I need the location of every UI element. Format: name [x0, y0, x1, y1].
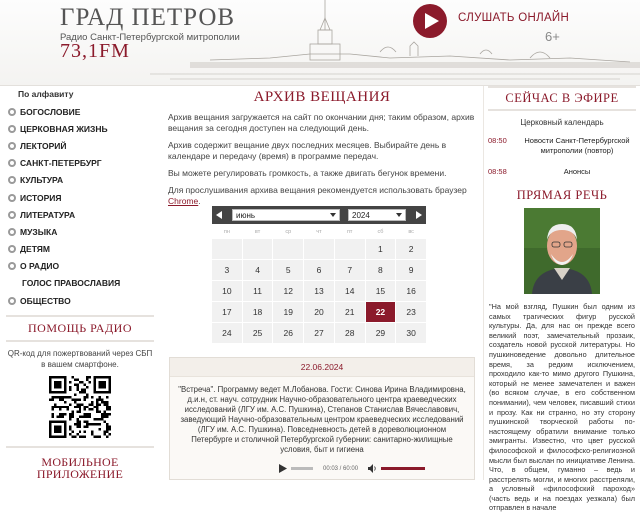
weekday-header: чт — [316, 229, 322, 235]
calendar-day[interactable]: 24 — [212, 323, 242, 343]
calendar-empty-cell — [243, 239, 273, 259]
weekday-header: пн — [223, 229, 230, 235]
weekday-header: вт — [254, 229, 261, 235]
right-sidebar — [483, 86, 640, 513]
chevron-right-icon — [416, 211, 422, 219]
schedule-item[interactable] — [484, 136, 640, 156]
bullet-icon — [8, 142, 16, 150]
calendar-day[interactable]: 6 — [304, 260, 334, 280]
divider — [6, 340, 154, 342]
weekday-header: пт — [346, 229, 353, 235]
site-header — [0, 0, 640, 86]
age-rating-badge: 6+ — [545, 29, 560, 44]
calendar-day[interactable]: 7 — [335, 260, 365, 280]
calendar-day[interactable]: 28 — [335, 323, 365, 343]
help-radio-title: ПОМОЩЬ РАДИО — [28, 321, 132, 336]
sidebar-item-voice-orthodoxy[interactable] — [6, 275, 154, 292]
sidebar-item-bogoslovie[interactable] — [6, 103, 154, 120]
calendar-day[interactable]: 25 — [243, 323, 273, 343]
bullet-icon — [8, 228, 16, 236]
calendar-day[interactable]: 12 — [273, 281, 303, 301]
calendar-day[interactable]: 21 — [335, 302, 365, 322]
weekday-header: сб — [377, 229, 384, 235]
category-list — [6, 103, 154, 309]
sidebar-item-about-radio[interactable] — [6, 258, 154, 275]
sidebar-item-label: ИСТОРИЯ — [20, 192, 62, 203]
sidebar-item-label: БОГОСЛОВИЕ — [20, 106, 81, 117]
schedule-time: 08:50 — [488, 136, 507, 145]
live-play-button[interactable] — [413, 4, 447, 38]
playback-time: 00:03 / 60:00 — [323, 465, 359, 472]
sidebar-item-children[interactable] — [6, 241, 154, 258]
sidebar-item-label: ЛИТЕРАТУРА — [20, 209, 76, 220]
schedule-title: Анонсы — [563, 167, 591, 176]
sidebar-item-saint-petersburg[interactable] — [6, 155, 154, 172]
bullet-icon — [8, 297, 16, 305]
seek-bar[interactable] — [291, 467, 313, 470]
sidebar-item-label: ДЕТЯМ — [20, 244, 50, 255]
archive-info-paragraph-3: Вы можете регулировать громкость, а также двигать бегунок времени. — [168, 168, 447, 178]
sidebar-item-label: МУЗЫКА — [20, 226, 58, 237]
divider — [6, 315, 154, 317]
sidebar-item-culture[interactable] — [6, 172, 154, 189]
calendar-day[interactable]: 18 — [243, 302, 273, 322]
sidebar-item-literature[interactable] — [6, 206, 154, 223]
site-subtitle: Радио Санкт-Петербургской митрополии — [60, 32, 240, 43]
listen-online-link[interactable]: СЛУШАТЬ ОНЛАЙН — [458, 12, 570, 24]
now-on-air-title: СЕЙЧАС В ЭФИРЕ — [505, 91, 619, 105]
calendar-day[interactable]: 5 — [273, 260, 303, 280]
calendar-day[interactable]: 17 — [212, 302, 242, 322]
bullet-icon — [8, 176, 16, 184]
archive-info-paragraph-1: Архив вещания загружается на сайт по окончании дня; таким образом, архив вещания за сегодня доступен на следующий день. — [168, 112, 475, 133]
calendar-day[interactable]: 9 — [396, 260, 426, 280]
program-description: "Встреча". Программу ведет М.Лобанова. Гости: Синова Ирина Владимировна, д.и.н, ст. науч. сотрудник Научно-образовательного центра краеведческих исследований (ЛГУ им. А.С. Пушкина), Степанов Станислав Вячеславович, заведующий Научно-образовательным центром краеведческих исследований (ЛГУ им. А.С. Пушкина). Повседневность детей в дореволюционном Петербурге и столичной Петербургской губернии: санитарно-жилищные условия, быт и гигиена — [178, 385, 466, 454]
browser-recommendation — [163, 185, 481, 207]
calendar-day[interactable]: 2 — [396, 239, 426, 259]
calendar-day[interactable]: 13 — [304, 281, 334, 301]
sidebar-item-history[interactable] — [6, 189, 154, 206]
mobile-app-title-line1: МОБИЛЬНОЕ — [41, 455, 119, 470]
calendar-day[interactable]: 11 — [243, 281, 273, 301]
main-content — [163, 86, 481, 480]
play-icon[interactable] — [278, 464, 287, 473]
divider — [6, 446, 154, 448]
direct-speech-title: ПРЯМАЯ РЕЧЬ — [516, 188, 608, 202]
sidebar-item-label: О РАДИО — [20, 261, 60, 272]
calendar-empty-cell — [212, 239, 242, 259]
browser-note-text: Для прослушивания архива вещания рекомендуется использовать браузер — [168, 185, 467, 195]
radio-frequency: 73,1FM — [60, 40, 130, 62]
sidebar-item-label: ЛЕКТОРИЙ — [20, 140, 67, 151]
qr-description: QR-код для пожертвований через СБП в вашем смартфоне. — [7, 349, 153, 370]
chrome-link[interactable]: Chrome — [168, 196, 199, 206]
bullet-icon — [8, 211, 16, 219]
chevron-down-icon — [330, 213, 336, 217]
bullet-icon — [8, 125, 16, 133]
sidebar-item-society[interactable] — [6, 292, 154, 309]
divider — [488, 86, 636, 88]
mobile-app-title[interactable] — [6, 456, 154, 480]
calendar-day[interactable]: 23 — [396, 302, 426, 322]
weekday-header: ср — [285, 229, 292, 235]
audio-player — [278, 464, 425, 473]
browser-note-end: . — [198, 196, 201, 206]
calendar-day[interactable]: 19 — [273, 302, 303, 322]
year-select[interactable] — [348, 209, 406, 221]
chevron-left-icon — [216, 211, 222, 219]
volume-icon[interactable] — [368, 464, 377, 473]
alphabet-link[interactable]: По алфавиту — [18, 89, 74, 99]
volume-slider[interactable] — [381, 467, 425, 470]
prev-month-button[interactable] — [214, 208, 224, 222]
site-title[interactable]: ГРАД ПЕТРОВ — [60, 4, 236, 31]
calendar-day[interactable]: 27 — [304, 323, 334, 343]
sidebar-item-label: САНКТ-ПЕТЕРБУРГ — [20, 158, 102, 169]
sidebar-item-lectures[interactable] — [6, 137, 154, 154]
bullet-icon — [8, 245, 16, 253]
bullet-icon — [8, 108, 16, 116]
calendar-day[interactable]: 30 — [396, 323, 426, 343]
page-title: АРХИВ ВЕЩАНИЯ — [253, 89, 391, 105]
calendar-day[interactable]: 16 — [396, 281, 426, 301]
direct-speech-quote: "На мой взгляд, Пушкин был одним из самых трагических фигур русской культуры. Да, для нас он прежде всего великий поэт, замечательный прозаик, создатель новой русской литературы. Но пушкиноведение довольно длительное время, за редким исключением, проходило как-то мимо другого Пушкина, который не менее замечателен и важен (во всяком случае, в его собственном понимании), чем человек, писавший стихи и прозу. Как ни странно, но эту сторону пушкинской творческой работы по-настоящему обратили внимание только эмигранты. Известно, что цвет русской философской и философско-религиозной мысли был выслан по инициативе Ленина. Что, в общем, гуманно – ведь и расстрелять могли, и многих расстреляли, а условный «философский пароход» (часть ведь и на поездах уезжала) был отправлен в начале — [489, 302, 635, 513]
calendar-day[interactable]: 15 — [366, 281, 396, 301]
schedule-item[interactable] — [484, 167, 640, 177]
program-panel — [169, 357, 475, 480]
church-calendar-link[interactable]: Церковный календарь — [520, 118, 604, 127]
calendar-header — [212, 206, 426, 224]
calendar-day[interactable]: 26 — [273, 323, 303, 343]
sidebar-item-label: ЦЕРКОВНАЯ ЖИЗНЬ — [20, 123, 108, 134]
bullet-icon — [8, 159, 16, 167]
calendar-empty-cell — [335, 239, 365, 259]
chevron-down-icon — [396, 213, 402, 217]
calendar-day[interactable]: 20 — [304, 302, 334, 322]
schedule-title: Новости Санкт-Петербургской митрополии (повтор) — [524, 136, 630, 155]
month-select[interactable] — [232, 209, 340, 221]
mobile-app-title-line2: ПРИЛОЖЕНИЕ — [36, 467, 124, 482]
weekday-header: вс — [408, 229, 414, 235]
speaker-portrait[interactable] — [524, 208, 600, 294]
calendar-empty-cell — [273, 239, 303, 259]
play-icon — [425, 13, 439, 29]
archive-calendar — [212, 206, 426, 343]
bullet-icon — [8, 262, 16, 270]
calendar-day[interactable]: 29 — [366, 323, 396, 343]
sidebar-item-church-life[interactable] — [6, 120, 154, 137]
donation-qr-code[interactable] — [49, 376, 111, 438]
calendar-grid — [212, 226, 426, 343]
next-month-button[interactable] — [414, 208, 424, 222]
program-date: 22.06.2024 — [170, 358, 474, 377]
bullet-icon — [8, 194, 16, 202]
calendar-day[interactable]: 3 — [212, 260, 242, 280]
month-value: июнь — [236, 210, 256, 220]
sidebar-item-music[interactable] — [6, 223, 154, 240]
schedule-time: 08:58 — [488, 167, 507, 176]
archive-info-paragraph-2: Архив содержит вещание двух последних месяцев. Выбирайте день в календаре и передачу (время) в программе передач. — [168, 140, 447, 161]
year-value: 2024 — [352, 210, 370, 220]
calendar-day[interactable]: 14 — [335, 281, 365, 301]
divider — [488, 109, 636, 111]
sidebar-item-label: КУЛЬТУРА — [20, 175, 64, 186]
sidebar-item-label: ОБЩЕСТВО — [20, 295, 71, 306]
calendar-day-selected[interactable]: 22 — [366, 302, 396, 322]
calendar-day[interactable]: 8 — [366, 260, 396, 280]
calendar-day[interactable]: 10 — [212, 281, 242, 301]
left-sidebar — [0, 86, 160, 480]
sidebar-item-label: ГОЛОС ПРАВОСЛАВИЯ — [22, 278, 121, 289]
calendar-empty-cell — [304, 239, 334, 259]
calendar-day[interactable]: 4 — [243, 260, 273, 280]
calendar-day[interactable]: 1 — [366, 239, 396, 259]
